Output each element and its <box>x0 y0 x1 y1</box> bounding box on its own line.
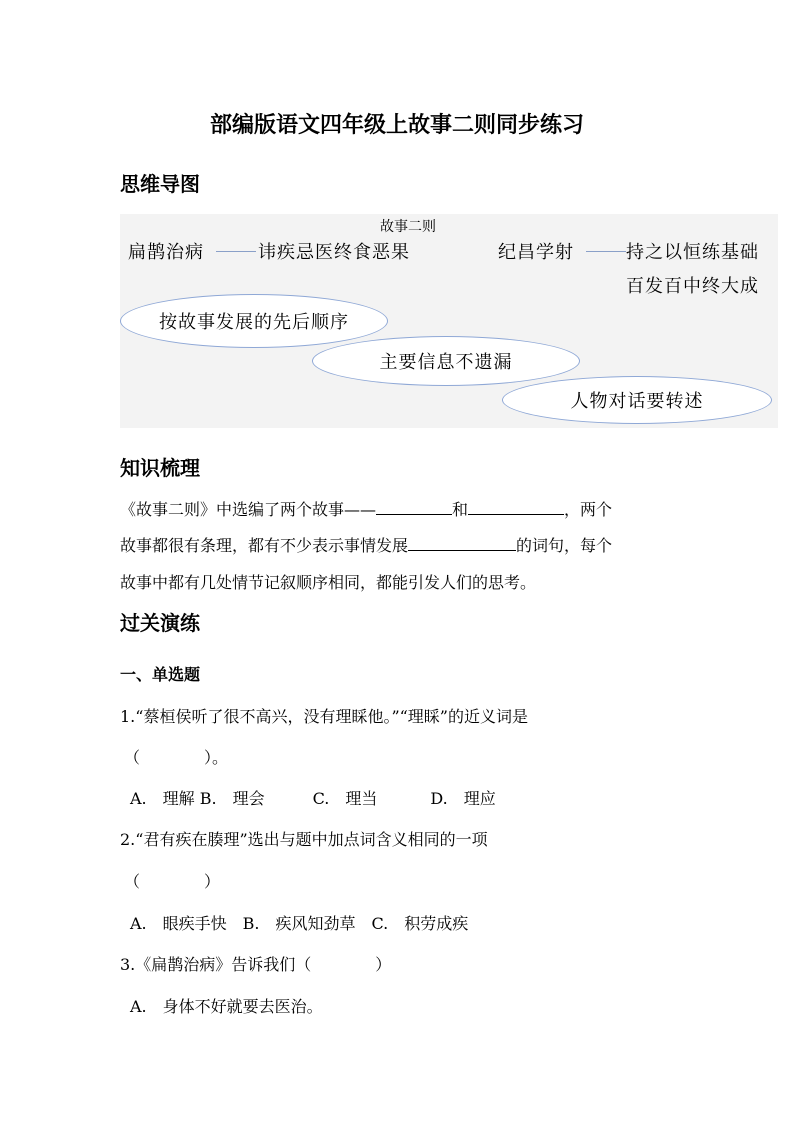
subsection-heading-single-choice: 一、单选题 <box>120 665 201 684</box>
mind-map-oval-order <box>120 294 388 348</box>
mind-map-story1: 扁鹊治病 <box>128 242 204 263</box>
question-2-stem: 2.“君有疾在腠理”选出与题中加点词含义相同的一项 <box>120 830 488 849</box>
knowledge-text: ，两个 <box>564 500 613 519</box>
knowledge-line-1 <box>120 497 612 520</box>
fill-blank-3[interactable] <box>408 536 516 551</box>
knowledge-text: 故事都很有条理，都有不少表示事情发展 <box>120 536 409 555</box>
knowledge-line-3: 故事中都有几处情节记叙顺序相同，都能引发人们的思考。 <box>120 573 537 592</box>
question-2-options[interactable]: A. 眼疾手快 B. 疾风知劲草 C. 积劳成疾 <box>130 914 469 933</box>
mind-map <box>120 214 778 428</box>
question-1-stem: 1.“蔡桓侯听了很不高兴，没有理睬他。”“理睬”的近义词是 <box>120 707 528 726</box>
page-title: 部编版语文四年级上故事二则同步练习 <box>209 113 584 138</box>
question-1-options[interactable]: A. 理解 B. 理会 C. 理当 D. 理应 <box>130 789 496 808</box>
question-3-option-a[interactable]: A. 身体不好就要去医治。 <box>130 997 323 1016</box>
fill-blank-1[interactable] <box>376 500 452 515</box>
section-heading-practice: 过关演练 <box>120 611 200 635</box>
mind-map-story2: 纪昌学射 <box>498 242 574 263</box>
oval-label: 主要信息不遗漏 <box>379 352 513 373</box>
fill-blank-2[interactable] <box>468 500 564 515</box>
mind-map-story2-desc1: 持之以恒练基础 <box>626 242 759 263</box>
knowledge-line-2 <box>120 533 612 556</box>
mind-map-story1-desc: 讳疾忌医终食恶果 <box>258 242 410 263</box>
section-heading-knowledge: 知识梳理 <box>120 456 200 480</box>
mind-map-root: 故事二则 <box>380 219 436 235</box>
section-heading-mindmap: 思维导图 <box>120 172 200 196</box>
connector-line <box>586 251 626 252</box>
knowledge-text: 《故事二则》中选编了两个故事—— <box>120 500 377 519</box>
question-2-answer-blank[interactable]: （ ） <box>124 872 221 891</box>
mind-map-oval-info <box>312 336 580 386</box>
oval-label: 人物对话要转述 <box>570 391 704 412</box>
mind-map-story2-desc2: 百发百中终大成 <box>626 276 759 297</box>
connector-line <box>216 251 256 252</box>
question-3-stem: 3.《扁鹊治病》告诉我们（ ） <box>120 955 392 974</box>
mind-map-oval-dialogue <box>502 376 772 424</box>
oval-label: 按故事发展的先后顺序 <box>159 312 349 333</box>
knowledge-text: 和 <box>452 500 469 519</box>
knowledge-text: 的词句，每个 <box>516 536 613 555</box>
question-1-answer-blank[interactable]: （ ）。 <box>124 748 229 767</box>
